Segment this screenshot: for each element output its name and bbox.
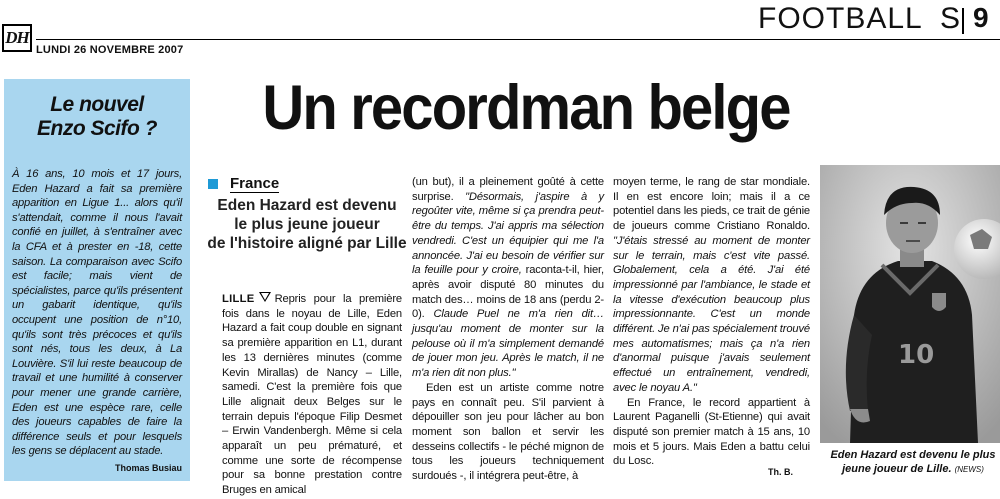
section-letter: S (940, 2, 961, 35)
article-column-2 (412, 175, 604, 484)
article-signature: Th. B. (768, 467, 793, 477)
column3-quote: "J'étais stressé au moment de monter sur le terrain, mais c'est vite passé. Globalement, cela a été. J'ai été impressionné par l'ambiance, le stade et la vitesse d'exécution beaucoup plus impressionnante. C'est un monde différent. Je n'ai pas spécialement trouvé mes automatismes; mais ça n'a rien d'anormal puisque j'avais seulement effectué un entraînement, vendredi, avec le noyau A." (613, 234, 810, 394)
deck-line2: le plus jeune joueur (234, 216, 380, 233)
sidebar-title (12, 93, 182, 141)
sidebar-title-line1: Le nouvel (50, 93, 144, 116)
photo-caption (826, 448, 1000, 477)
kicker-row (208, 175, 408, 193)
column2-lead: (un but), il a pleinement goûté à cette surprise. (412, 176, 604, 203)
sidebar-title-line2: Enzo Scifo ? (37, 117, 157, 140)
kicker-label: France (230, 175, 280, 192)
photo-credit: (NEWS) (954, 465, 984, 474)
article-column-3 (613, 175, 810, 469)
page-number: 9 (973, 2, 989, 33)
rubric-divider (962, 8, 964, 34)
rubric-title: FOOTBALL (758, 2, 923, 35)
column2-paragraph2: Eden est un artiste comme notre pays en connaît peu. S'il parvient à dépouiller son jeu pour lâcher au bon moment son ballon et servir les desseins collectifs - le péché mignon de tous les joueurs techniquement surdoués -, il intégrera peut-être, à (412, 381, 604, 483)
column2-mid: raconta-t-il, hier, après avoir disputé 80 minutes du match des… moins de 18 ans (perdu 2-0). (412, 264, 604, 321)
player-photo-image (820, 165, 1000, 443)
article-kicker (208, 175, 408, 253)
jersey-number: 10 (898, 340, 935, 370)
header-rule (36, 39, 1000, 40)
column1-text: Repris pour la première fois dans le noyau de Lille, Eden Hazard a fait coup double en signant sa première apparition en L1, durant les 13 dernières minutes (comme Kevin Mirallas) de Nancy – Lille, samedi. C'est la première fois que Lille alignait deux Belges sur le terrain depuis l'époque Filip Desmet – Erwin Vandenbergh. Même si cela apparaît un peu prématuré, et comme une sorte de récompense pour sa bonne prestation contre Bruges en amical (222, 293, 402, 497)
sidebar-author: Thomas Busiau (114, 462, 182, 473)
triangle-down-icon (260, 293, 270, 302)
player-photo (820, 165, 1000, 443)
issue-date: LUNDI 26 NOVEMBRE 2007 (36, 44, 184, 56)
article-column-1 (222, 292, 402, 498)
deck-line1: Eden Hazard est devenu (217, 197, 397, 214)
square-bullet-icon (208, 179, 218, 189)
dateline: LILLE (222, 293, 255, 305)
newspaper-logo: DH (2, 24, 32, 52)
sidebar-text: À 16 ans, 10 mois et 17 jours, Eden Hazard a fait sa première apparition en Ligue 1... alors qu'il s'attendait, comme il nous l'avait confié en juillet, à s'entraîner avec la CFA et à prester en -18, cette saison. La comparaison avec Scifo est facile; mais vient de spécialistes, parce qu'ils présentent un gabarit identique, qu'ils occupent une position de n°10, qu'ils sont très précoces et qu'ils sont nés, tous les deux, à La Louvière. S'il lui reste beaucoup de travail et une humilité à conserver pour mener une grande carrière, Eden est une espèce rare, celle des joueurs capables de faire la différence seuls et pour lesquels les gens se déplacent au stade. (12, 168, 182, 458)
column3-lead: moyen terme, le rang de star mondiale. Il en est encore loin; mais il a ce potentiel dans les pieds, ce trait de génie de joueurs comme Cristiano Ronaldo. (613, 176, 810, 233)
column3-paragraph2: En France, le record appartient à Laurent Paganelli (St-Etienne) qui avait disputé son premier match à 15 ans, 10 mois et 5 jours. Mais Eden a battu celui du Losc. (613, 396, 810, 468)
article-headline: Un recordman belge (262, 73, 790, 143)
deck-line3: de l'histoire aligné par Lille (207, 235, 407, 252)
column2-quote: "Désormais, j'aspire à y regoûter vite, même si ça prendra peut-être du temps. J'ai appris ma sélection vendredi. C'est un équipier qui me l'a annoncée. J'ai eu besoin de vérifier sur la feuille pour y croire, (412, 190, 604, 277)
article-deck (206, 196, 408, 253)
column2-quote2: Claude Puel ne m'a rien dit… jusqu'au moment de monter sur la pelouse où il m'a simplement demandé de jouer mon jeu. Après le match, il ne m'a rien dit non plus." (412, 308, 604, 380)
photo-caption-text: Eden Hazard est devenu le plus jeune joueur de Lille. (830, 449, 996, 475)
sidebar-box (4, 79, 190, 481)
